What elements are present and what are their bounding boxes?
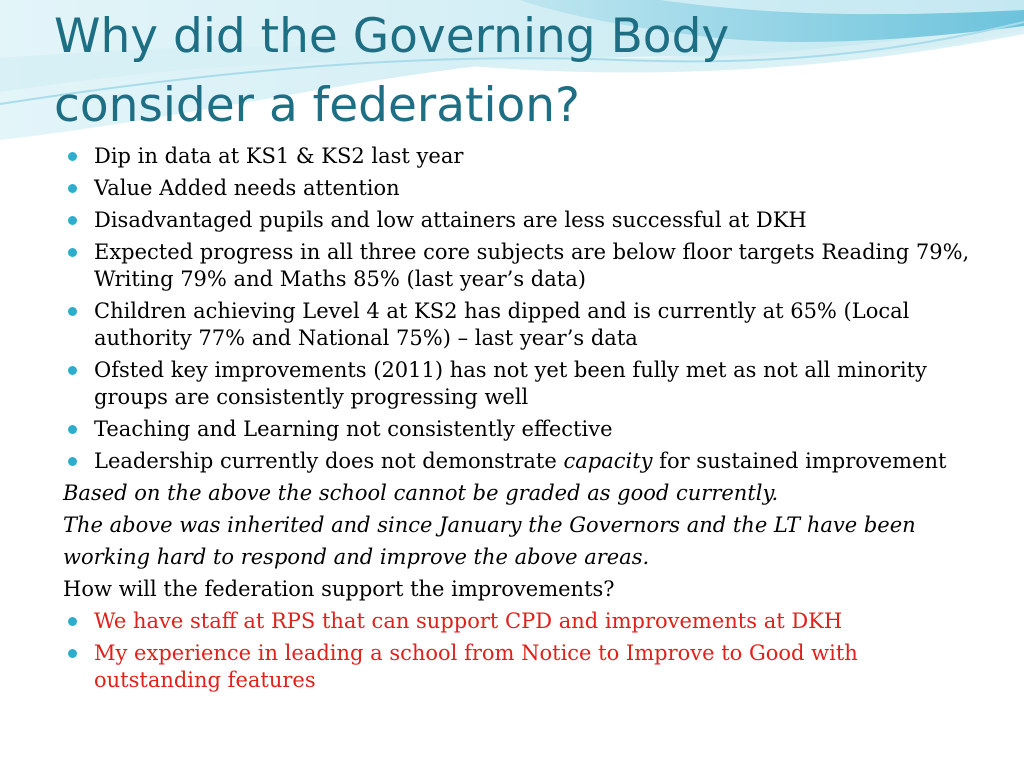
context-line: The above was inherited and since January the Governors and the LT have been [63, 513, 916, 537]
bullet-dot-icon [68, 617, 77, 626]
bullet-item-leadership [63, 448, 983, 475]
bullet-text: Expected progress in all three core subjects are below floor targets Reading 79%, Writing 79% and Maths 85% (last year’s data) [94, 240, 970, 291]
bullet-text-emphasis: capacity [563, 449, 653, 473]
bullet-dot-icon [68, 152, 77, 161]
bullet-dot-icon [68, 366, 77, 375]
bullet-item [63, 239, 983, 293]
bullet-item [63, 416, 983, 443]
bullet-item [63, 175, 983, 202]
bullet-text-after: for sustained improvement [652, 449, 947, 473]
bullet-item [63, 207, 983, 234]
context-line: working hard to respond and improve the above areas. [63, 545, 650, 569]
bullet-text: Disadvantaged pupils and low attainers are less successful at DKH [94, 208, 807, 232]
slide-title [54, 2, 954, 140]
support-bullet-item [63, 640, 983, 694]
bullet-item [63, 143, 983, 170]
bullet-item [63, 357, 983, 411]
bullet-dot-icon [68, 307, 77, 316]
bullet-dot-icon [68, 184, 77, 193]
bullet-item [63, 298, 983, 352]
bullet-text: Children achieving Level 4 at KS2 has dipped and is currently at 65% (Local authority 77% and National 75%) – last year’s data [94, 299, 910, 350]
bullet-dot-icon [68, 248, 77, 257]
bullet-text: We have staff at RPS that can support CPD and improvements at DKH [94, 609, 843, 633]
bullet-text: Ofsted key improvements (2011) has not yet been fully met as not all minority groups are consistently progressing well [94, 358, 927, 409]
bullet-text: Value Added needs attention [94, 176, 400, 200]
bullet-dot-icon [68, 457, 77, 466]
conclusion-line: Based on the above the school cannot be graded as good currently. [63, 481, 779, 505]
slide-title-line-2: consider a federation? [54, 78, 580, 133]
bullet-text-before: Leadership currently does not demonstrate [94, 449, 564, 473]
bullet-text: My experience in leading a school from Notice to Improve to Good with outstanding features [94, 641, 858, 692]
bullet-dot-icon [68, 649, 77, 658]
bullet-text: Dip in data at KS1 & KS2 last year [94, 144, 464, 168]
bullet-dot-icon [68, 425, 77, 434]
question-line: How will the federation support the improvements? [63, 577, 615, 601]
bullet-dot-icon [68, 216, 77, 225]
slide-body [63, 143, 983, 699]
support-bullet-item [63, 608, 983, 635]
slide-title-line-1: Why did the Governing Body [54, 9, 730, 64]
bullet-text: Teaching and Learning not consistently effective [94, 417, 613, 441]
